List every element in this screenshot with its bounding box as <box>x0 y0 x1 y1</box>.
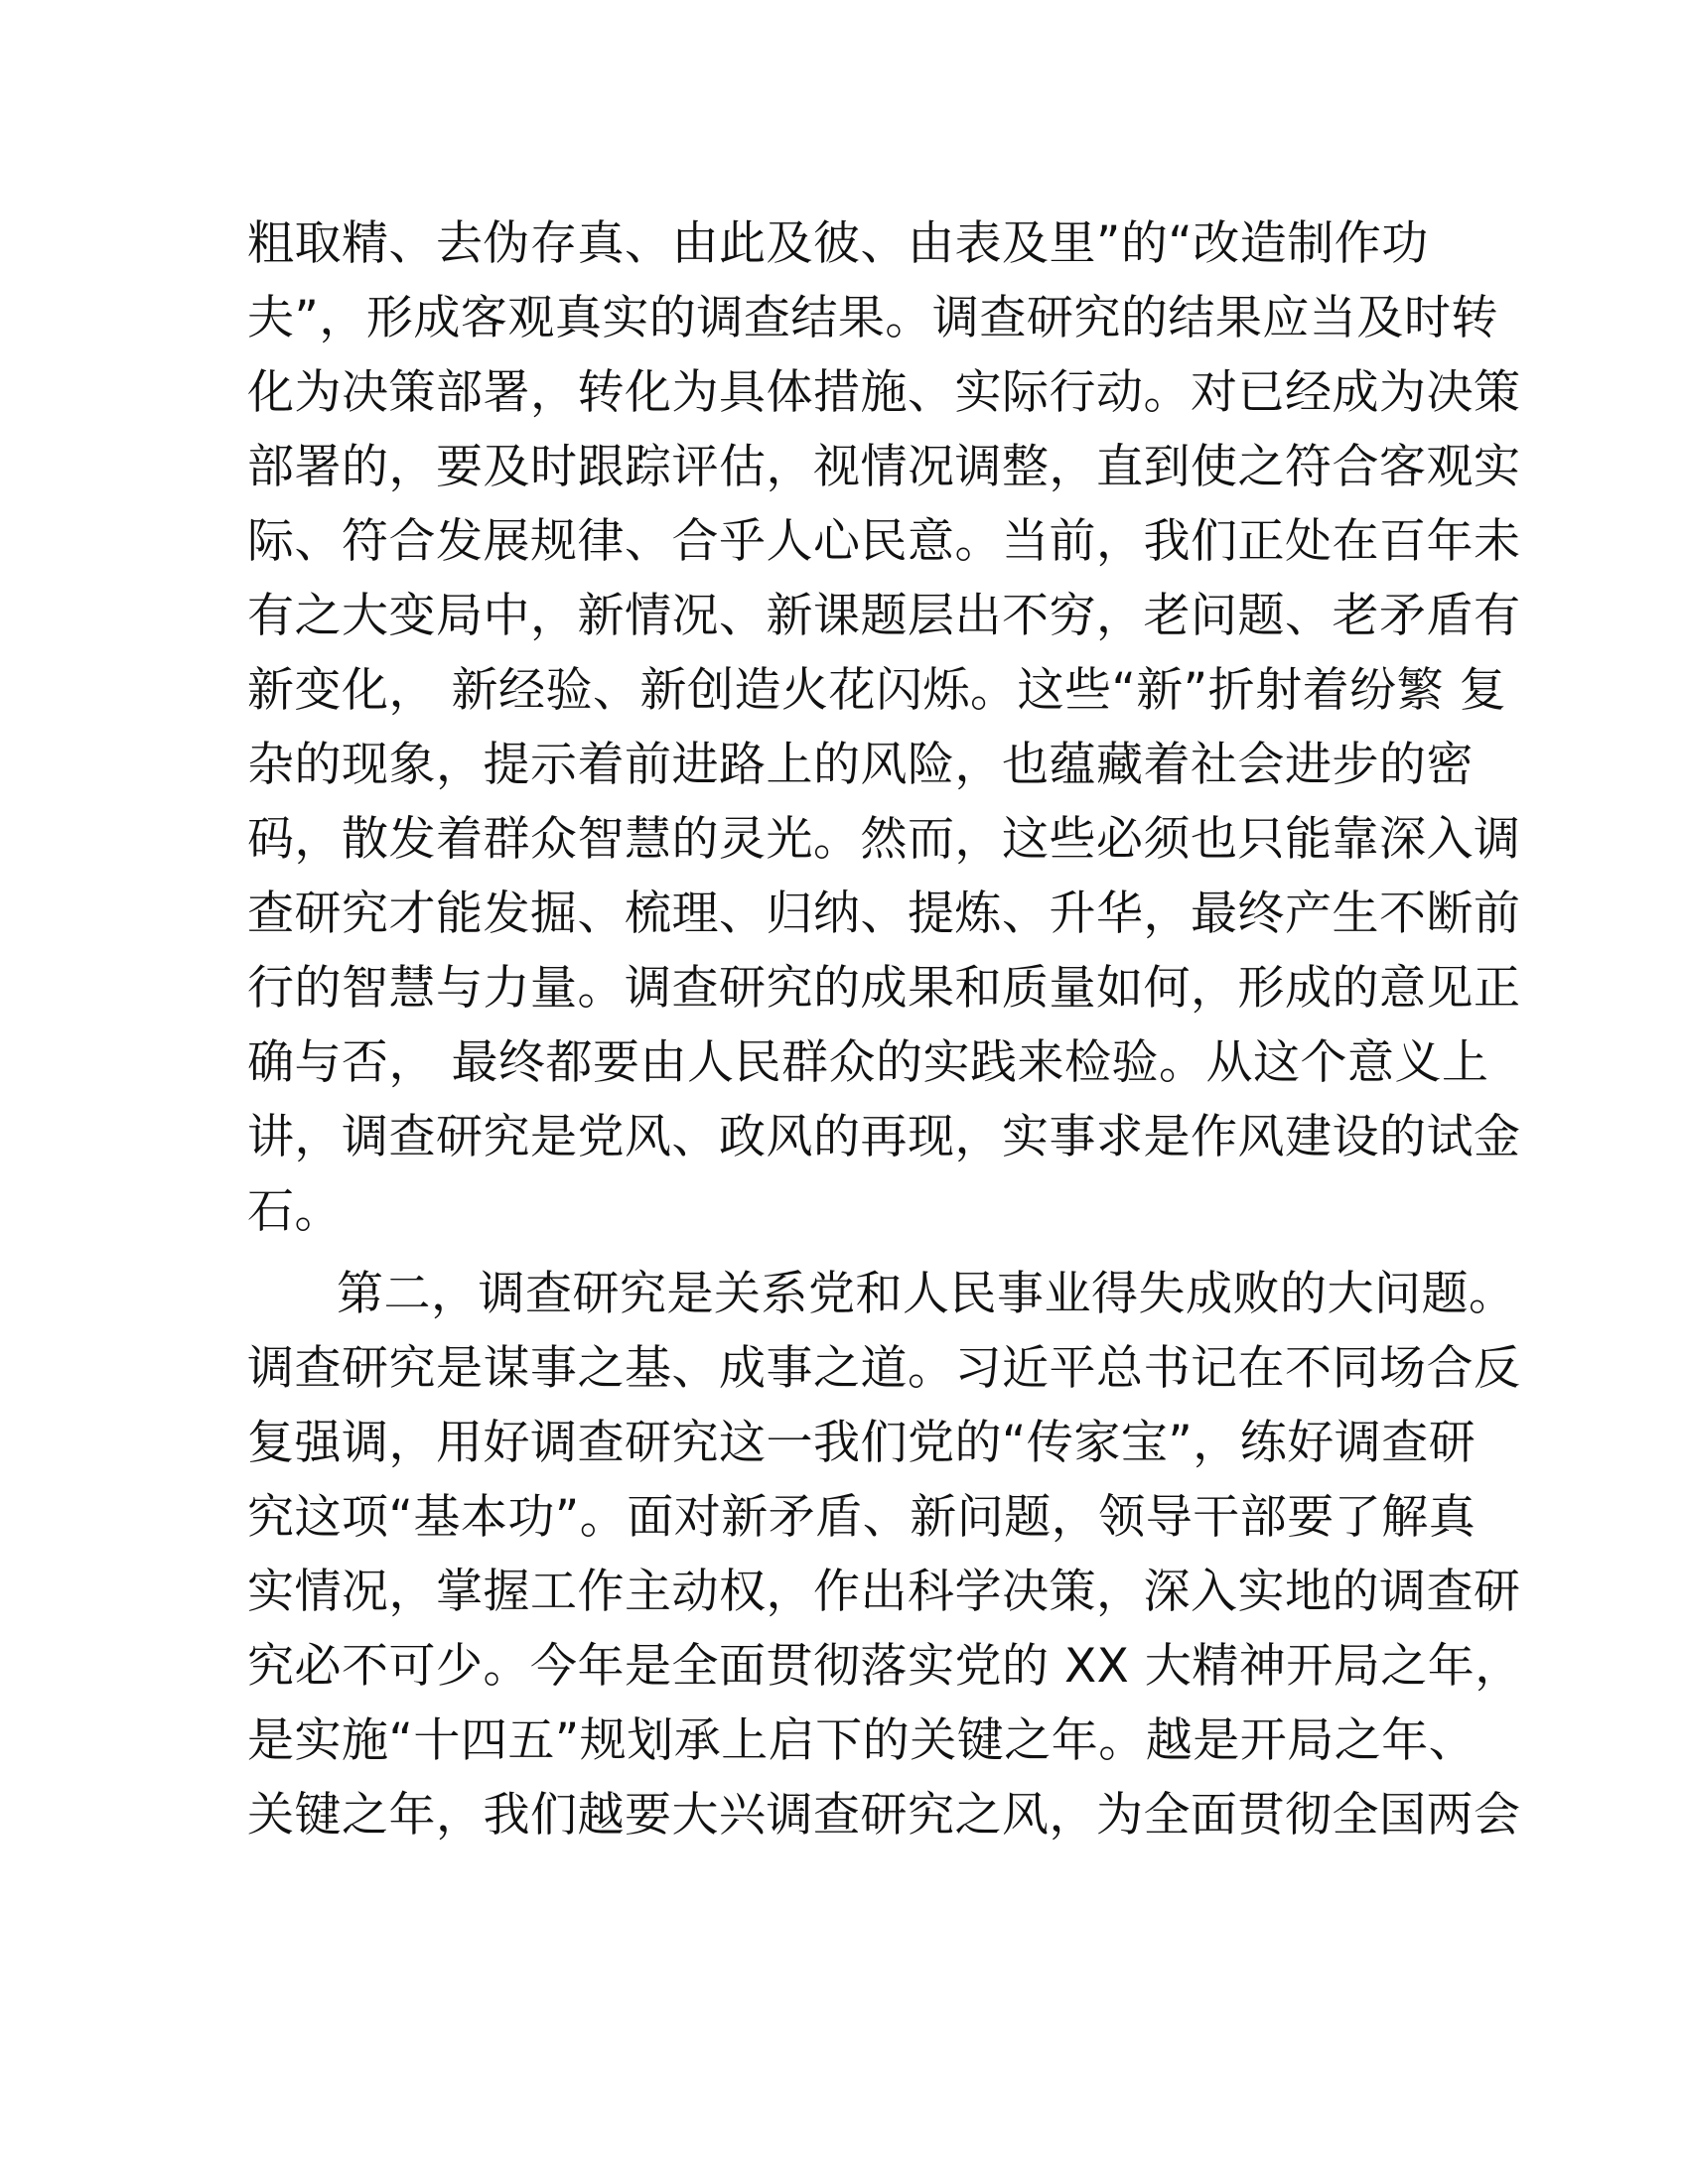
text-line: 确与否， 最终都要由人民群众的实践来检验。从这个意义上 <box>247 1035 1489 1090</box>
text-line: 是实施“十四五”规划承上启下的关键之年。越是开局之年、 <box>247 1713 1477 1768</box>
text-line: 有之大变局中，新情况、新课题层出不穷，老问题、老矛盾有 <box>247 589 1521 643</box>
text-line: 石。 <box>247 1184 342 1239</box>
text-line: 杂的现象，提示着前进路上的风险，也蕴藏着社会进步的密 <box>247 738 1474 792</box>
text-line: 粗取精、去伪存真、由此及彼、由表及里”的“改造制作功 <box>247 216 1429 271</box>
paragraph-first-line: 第二，调查研究是关系党和人民事业得失成败的大问题。 <box>337 1267 1516 1321</box>
text-line: 行的智慧与力量。调查研究的成果和质量如何，形成的意见正 <box>247 961 1521 1016</box>
text-line: 新变化， 新经验、新创造火花闪烁。这些“新”折射着纷繁 复 <box>247 663 1507 718</box>
text-line: 讲，调查研究是党风、政风的再现，实事求是作风建设的试金 <box>247 1110 1521 1164</box>
text-line: 调查研究是谋事之基、成事之道。习近平总书记在不同场合反 <box>247 1341 1521 1396</box>
text-line: 码，散发着群众智慧的灵光。然而，这些必须也只能靠深入调 <box>247 812 1521 867</box>
text-line: 复强调，用好调查研究这一我们党的“传家宝”，练好调查研 <box>247 1416 1477 1470</box>
text-line: 关键之年，我们越要大兴调查研究之风，为全面贯彻全国两会 <box>247 1788 1521 1843</box>
text-line: 际、符合发展规律、合乎人心民意。当前，我们正处在百年未 <box>247 514 1521 569</box>
text-line: 查研究才能发掘、梳理、归纳、提炼、升华，最终产生不断前 <box>247 887 1521 941</box>
text-line: 部署的，要及时跟踪评估，视情况调整，直到使之符合客观实 <box>247 440 1521 494</box>
text-line: 夫”，形成客观真实的调查结果。调查研究的结果应当及时转 <box>247 291 1498 345</box>
text-line: 究必不可少。今年是全面贯彻落实党的 XX 大精神开局之年， <box>247 1639 1522 1694</box>
text-line: 化为决策部署，转化为具体措施、实际行动。对已经成为决策 <box>247 365 1521 420</box>
text-line: 究这项“基本功”。面对新矛盾、新问题，领导干部要了解真 <box>247 1490 1477 1545</box>
text-line: 实情况，掌握工作主动权，作出科学决策，深入实地的调查研 <box>247 1565 1521 1619</box>
